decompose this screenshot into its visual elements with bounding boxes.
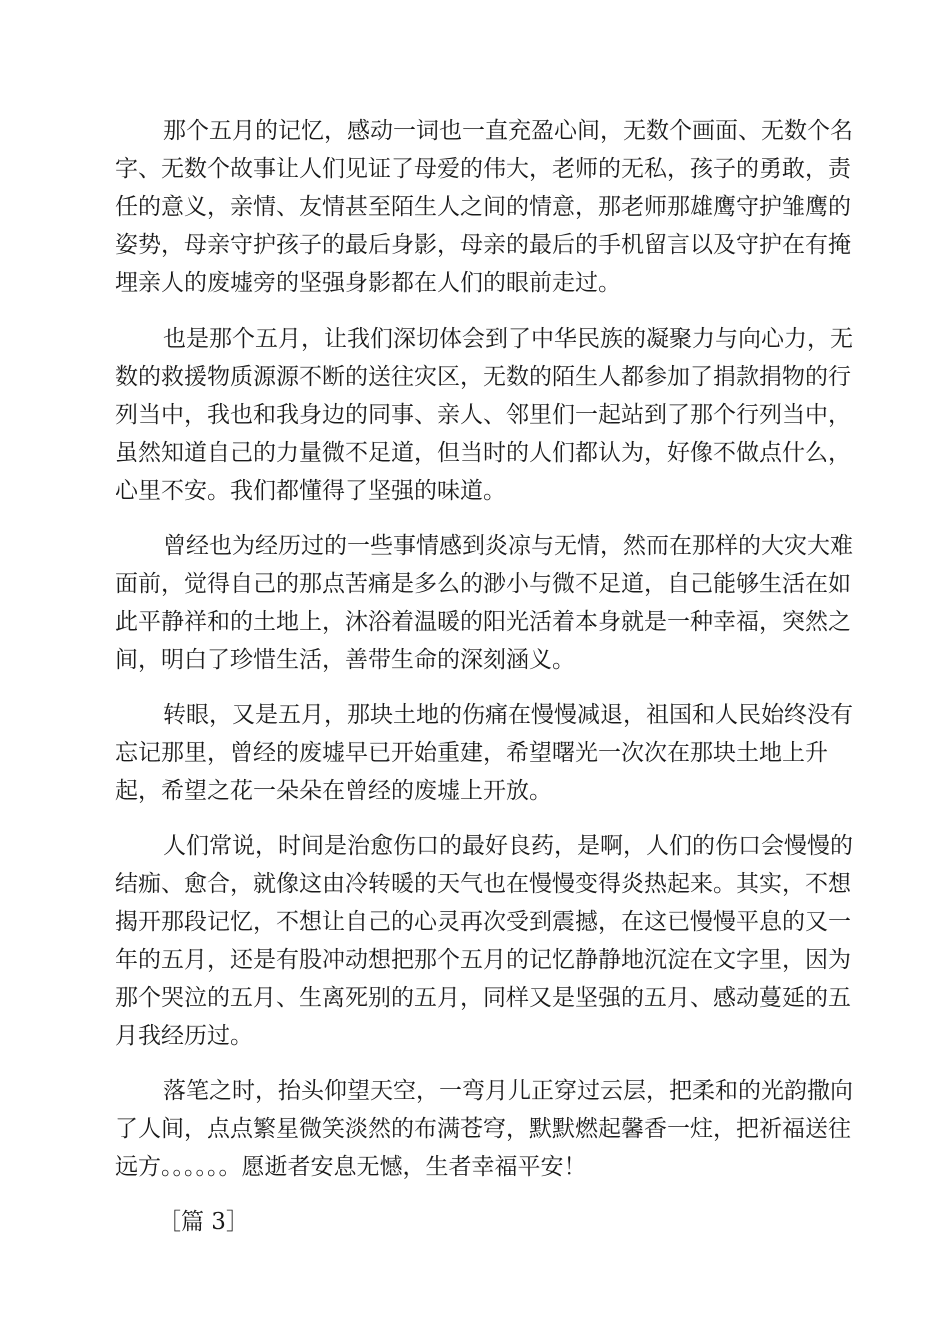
- paragraph-line: 曾经也为经历过的一些事情感到炎凉与无情，然而在那样的大灾大难: [163, 533, 853, 559]
- paragraph-line: 心里不安。我们都懂得了坚强的味道。: [115, 478, 506, 504]
- paragraph-line: 那个五月的记忆，感动一词也一直充盈心间，无数个画面、无数个名: [163, 118, 853, 144]
- paragraph-line: 面前，觉得自己的那点苦痛是多么的渺小与微不足道，自己能够生活在如: [115, 571, 851, 597]
- paragraph-line: 转眼，又是五月，那块土地的伤痛在慢慢减退，祖国和人民始终没有: [163, 702, 853, 728]
- paragraph-line: 任的意义，亲情、友情甚至陌生人之间的情意，那老师那雄鹰守护雏鹰的: [115, 194, 851, 220]
- paragraph-line: 此平静祥和的土地上，沐浴着温暖的阳光活着本身就是一种幸福，突然之: [115, 609, 851, 635]
- paragraph-line: 忘记那里，曾经的废墟早已开始重建，希望曙光一次次在那块土地上升: [115, 740, 828, 766]
- paragraph-line: 虽然知道自己的力量微不足道，但当时的人们都认为，好像不做点什么，: [115, 440, 851, 466]
- paragraph-line: 那个哭泣的五月、生离死别的五月，同样又是坚强的五月、感动蔓延的五: [115, 985, 851, 1011]
- paragraph-line: 起，希望之花一朵朵在曾经的废墟上开放。: [115, 778, 552, 804]
- paragraph-line: 数的救援物质源源不断的送往灾区，无数的陌生人都参加了捐款捐物的行: [115, 364, 851, 390]
- paragraph-line: 落笔之时，抬头仰望天空，一弯月儿正穿过云层，把柔和的光韵撒向: [163, 1078, 853, 1104]
- paragraph-line: 姿势，母亲守护孩子的最后身影，母亲的最后的手机留言以及守护在有掩: [115, 232, 851, 258]
- paragraph-line: 字、无数个故事让人们见证了母爱的伟大，老师的无私，孩子的勇敢，责: [115, 156, 851, 182]
- paragraph-line: 也是那个五月，让我们深切体会到了中华民族的凝聚力与向心力，无: [163, 326, 853, 352]
- paragraph-line: 年的五月，还是有股冲动想把那个五月的记忆静静地沉淀在文字里，因为: [115, 947, 851, 973]
- paragraph-line: 人们常说，时间是治愈伤口的最好良药，是啊，人们的伤口会慢慢的: [163, 833, 853, 859]
- paragraph-line: 间，明白了珍惜生活，善带生命的深刻涵义。: [115, 647, 575, 673]
- paragraph-line: 埋亲人的废墟旁的坚强身影都在人们的眼前走过。: [115, 270, 621, 296]
- paragraph-line: 结痂、愈合，就像这由冷转暖的天气也在慢慢变得炎热起来。其实，不想: [115, 871, 851, 897]
- paragraph-line: 揭开那段记忆，不想让自己的心灵再次受到震撼，在这已慢慢平息的又一: [115, 909, 851, 935]
- paragraph-line: 月我经历过。: [115, 1023, 253, 1049]
- paragraph-line: 列当中，我也和我身边的同事、亲人、邻里们一起站到了那个行列当中，: [115, 402, 851, 428]
- paragraph-line: 远方。。。。。。愿逝者安息无憾，生者幸福平安！: [115, 1154, 587, 1180]
- paragraph-line: 了人间，点点繁星微笑淡然的布满苍穹，默默燃起馨香一炷，把祈福送往: [115, 1116, 851, 1142]
- section-label: ［篇 3］: [158, 1209, 249, 1235]
